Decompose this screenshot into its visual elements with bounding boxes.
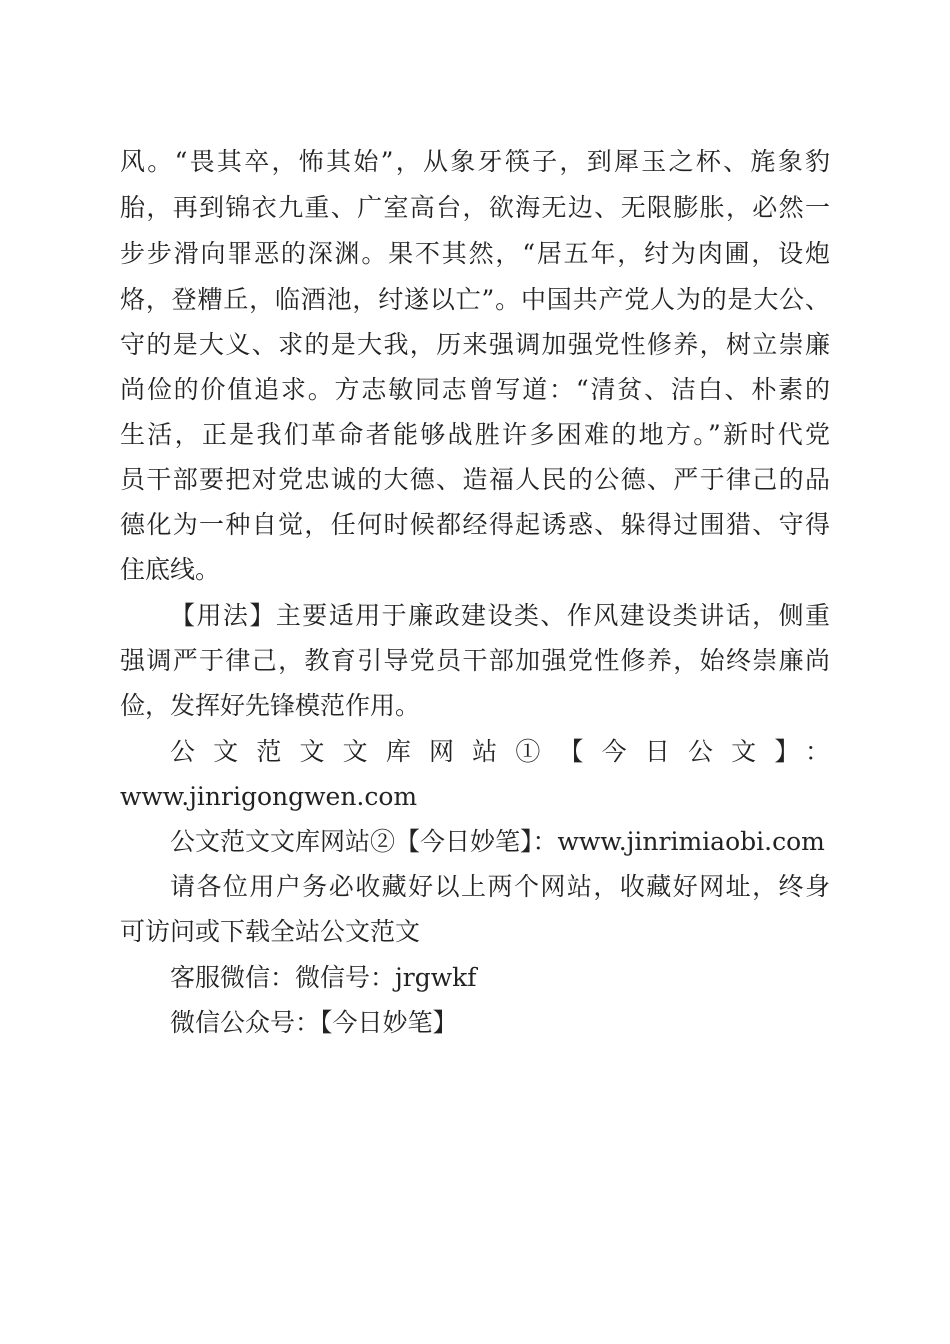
notice-line: 可访问或下载全站公文范文 [120, 917, 421, 946]
body-line: 生活，正是我们革命者能够战胜许多困难的地方。”新时代党 [120, 420, 830, 449]
usage-line: 俭，发挥好先锋模范作用。 [120, 691, 421, 720]
usage-line: 强调严于律己，教育引导党员干部加强党性修养，始终崇廉尚 [120, 646, 830, 675]
site1-url: www.jinrigongwen.com [120, 782, 418, 811]
site1-label: 公文范文文库网站①【今日公文】： [170, 737, 830, 766]
usage-line: 【用法】主要适用于廉政建设类、作风建设类讲话，侧重 [170, 601, 830, 630]
official-account: 微信公众号：【今日妙笔】 [170, 1008, 458, 1037]
service-wechat: 客服微信：微信号：jrgwkf [170, 963, 477, 992]
notice-line: 请各位用户务必收藏好以上两个网站，收藏好网址，终身 [170, 872, 830, 901]
body-line: 烙，登糟丘，临酒池，纣遂以亡”。中国共产党人为的是大公、 [120, 285, 830, 314]
body-line: 胎，再到锦衣九重、广室高台，欲海无边、无限膨胀，必然一 [120, 193, 830, 222]
site2-line: 公文范文文库网站②【今日妙笔】：www.jinrimiaobi.com [170, 827, 825, 856]
body-line: 员干部要把对党忠诚的大德、造福人民的公德、严于律己的品 [120, 465, 830, 494]
body-line: 尚俭的价值追求。方志敏同志曾写道：“清贫、洁白、朴素的 [120, 375, 830, 404]
body-line: 风。“畏其卒，怖其始”，从象牙筷子，到犀玉之杯、旄象豹 [120, 147, 830, 176]
body-line: 步步滑向罪恶的深渊。果不其然，“居五年，纣为肉圃，设炮 [120, 239, 830, 268]
body-line: 守的是大义、求的是大我，历来强调加强党性修养，树立崇廉 [120, 330, 830, 359]
body-line: 住底线。 [120, 555, 221, 584]
body-line: 德化为一种自觉，任何时候都经得起诱惑、躲得过围猎、守得 [120, 510, 830, 539]
